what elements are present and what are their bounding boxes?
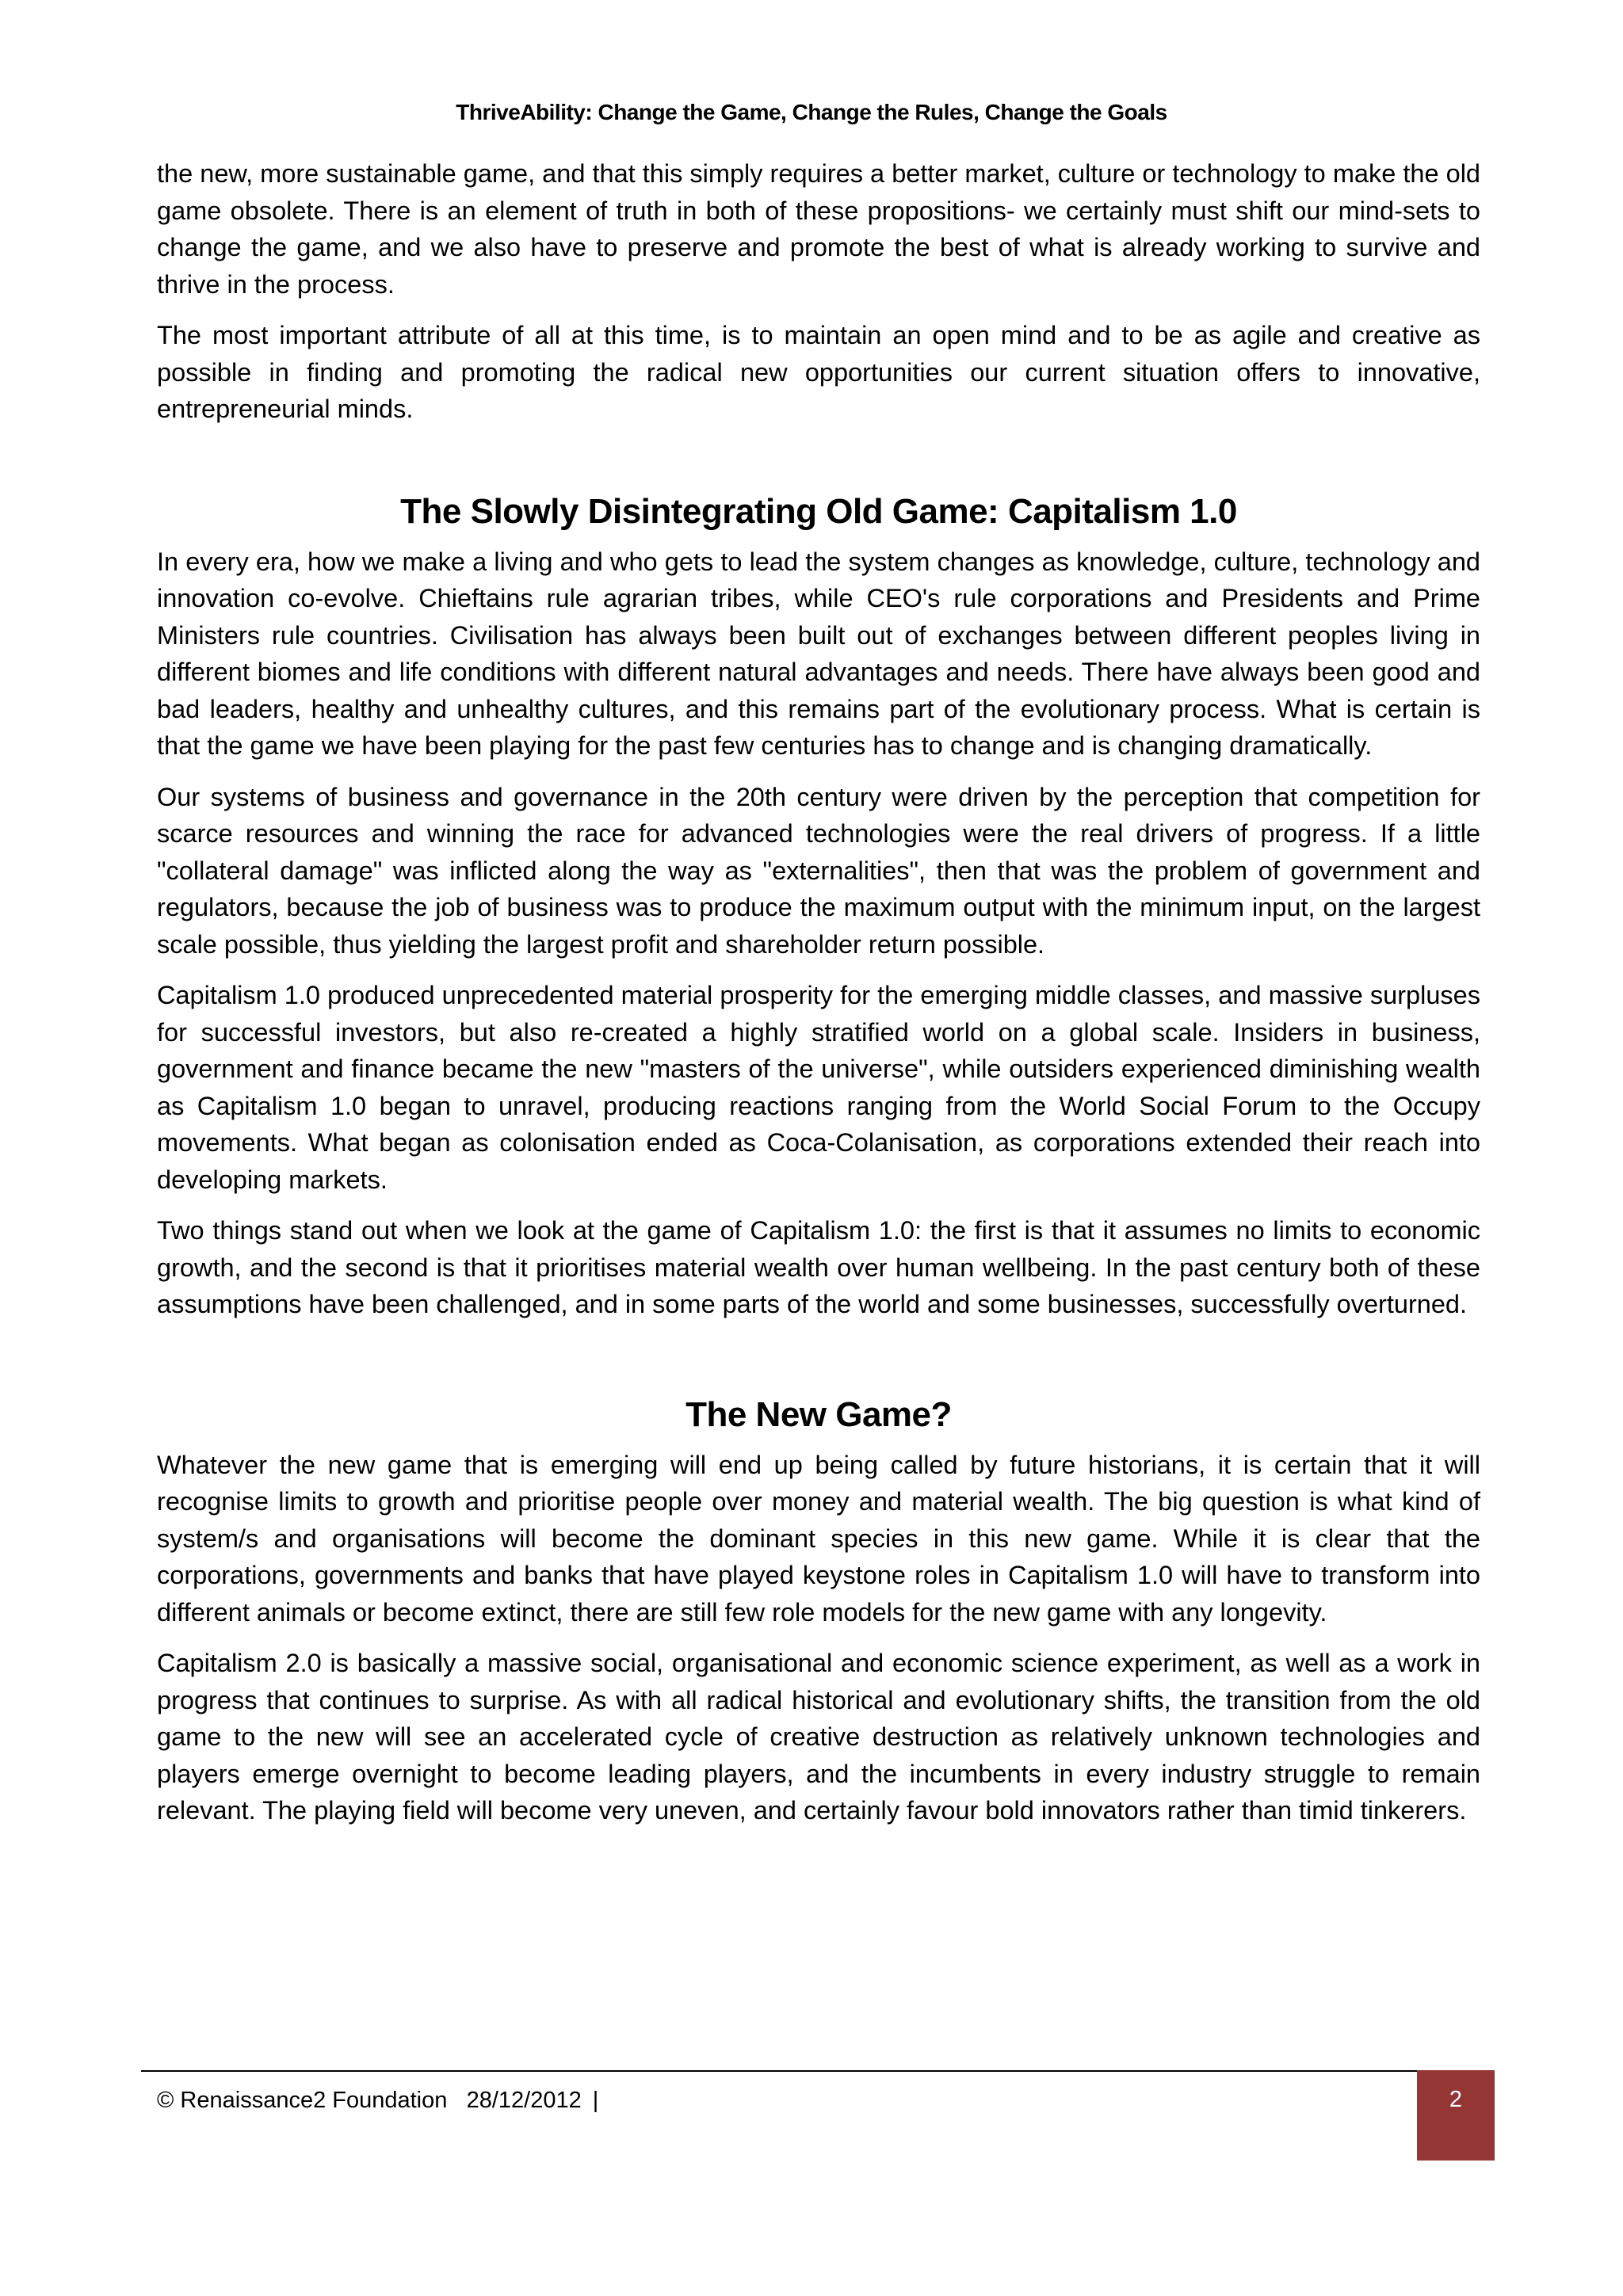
- section-heading-old-game: The Slowly Disintegrating Old Game: Capitalism 1.0: [400, 491, 1237, 531]
- page-body: [157, 155, 1480, 1844]
- footer-copyright: © Renaissance2 Foundation: [157, 2088, 448, 2113]
- old-game-paragraph-3: Capitalism 1.0 produced unprecedented material prosperity for the emerging middle classes, and massive surpluses for successful investors, but also re-created a highly stratified world on a global scale. Insiders in business, government and finance became the new "masters of the universe", while outsiders experienced diminishing wealth as Capitalism 1.0 began to unravel, producing reactions ranging from the World Social Forum to the Occupy movements. What began as colonisation ended as Coca-Colanisation, as corporations extended their reach into developing markets.: [157, 981, 1480, 1194]
- page-number: 2: [1449, 2087, 1463, 2112]
- page-header: ThriveAbility: Change the Game, Change the Rules, Change the Goals: [456, 100, 1167, 124]
- footer: [157, 2084, 598, 2117]
- new-game-paragraph-1: Whatever the new game that is emerging will end up being called by future historians, it is certain that it will recognise limits to growth and prioritise people over money and material wealth. The big question is what kind of system/s and organisations will become the dominant species in this new game. While it is clear that the corporations, governments and banks that have played keystone roles in Capitalism 1.0 will have to transform into different animals or become extinct, there are still few role models for the new game with any longevity.: [157, 1450, 1480, 1627]
- page-number-box: [1417, 2070, 1495, 2161]
- footer-separator: |: [592, 2088, 599, 2113]
- old-game-paragraph-1: In every era, how we make a living and who gets to lead the system changes as knowledge, culture, technology and innovation co-evolve. Chieftains rule agrarian tribes, while CEO's rule corporations and Presidents and Prime Ministers rule countries. Civilisation has always been built out of exchanges between different peoples living in different biomes and life conditions with different natural advantages and needs. There have always been good and bad leaders, healthy and unhealthy cultures, and this remains part of the evolutionary process. What is certain is that the game we have been playing for the past few centuries has to change and is changing dramatically.: [157, 547, 1480, 760]
- old-game-paragraph-2: Our systems of business and governance in the 20th century were driven by the perception that competition for scarce resources and winning the race for advanced technologies were the real drivers of progress. If a little "collateral damage" was inflicted along the way as "externalities", then that was the problem of government and regulators, because the job of business was to produce the maximum output with the minimum input, on the largest scale possible, thus yielding the largest profit and shareholder return possible.: [157, 782, 1480, 959]
- footer-divider: [141, 2070, 1495, 2072]
- new-game-paragraph-2: Capitalism 2.0 is basically a massive social, organisational and economic science experiment, as well as a work in progress that continues to surprise. As with all radical historical and evolutionary shifts, the transition from the old game to the new will see an accelerated cycle of creative destruction as relatively unknown technologies and players emerge overnight to become leading players, and the incumbents in every industry struggle to remain relevant. The playing field will become very uneven, and certainly favour bold innovators rather than timid tinkerers.: [157, 1649, 1480, 1825]
- intro-paragraph-2: The most important attribute of all at this time, is to maintain an open mind and to be as agile and creative as possible in finding and promoting the radical new opportunities our current situation offers to innovative, entrepreneurial minds.: [157, 321, 1480, 423]
- section-heading-new-game: The New Game?: [685, 1394, 952, 1434]
- intro-paragraph-1: the new, more sustainable game, and that this simply requires a better market, culture or technology to make the old game obsolete. There is an element of truth in both of these propositions- we certainly must shift our mind-sets to change the game, and we also have to preserve and promote the best of what is already working to survive and thrive in the process.: [157, 159, 1480, 299]
- footer-date: 28/12/2012: [466, 2088, 582, 2113]
- old-game-paragraph-4: Two things stand out when we look at the game of Capitalism 1.0: the first is that it assumes no limits to economic growth, and the second is that it prioritises material wealth over human wellbeing. In the past century both of these assumptions have been challenged, and in some parts of the world and some businesses, successfully overturned.: [157, 1216, 1480, 1318]
